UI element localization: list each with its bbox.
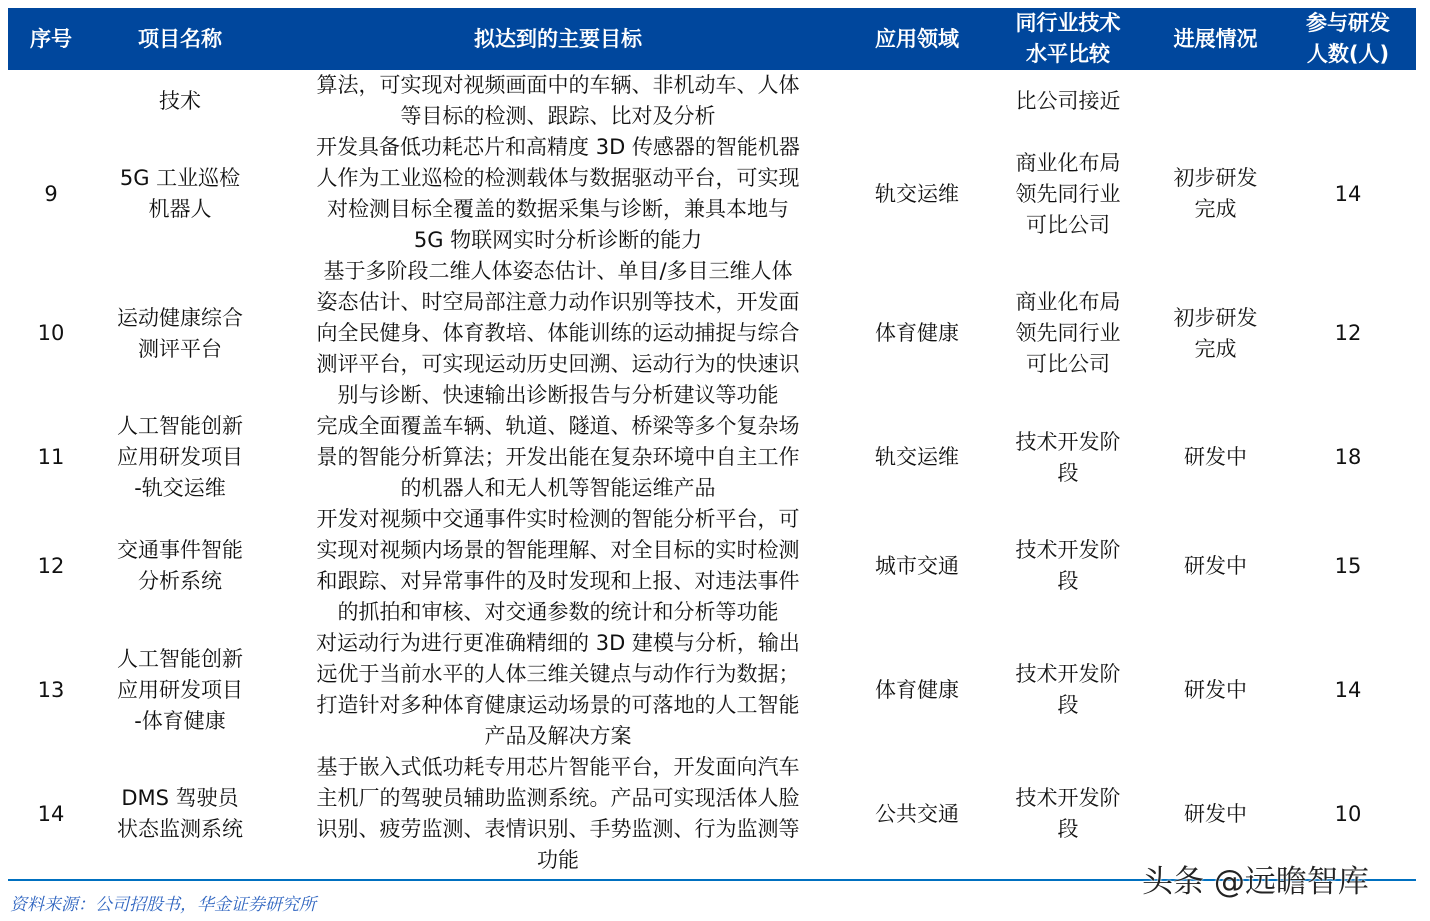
cell-progress: 研发中 <box>1184 553 1247 578</box>
cell-goal: 基于多阶段二维人体姿态估计、单目/多目三维人体 姿态估计、时空局部注意力动作识别等技术，开发面 向全民健身、体育教培、体能训练的运动捕捉与综合 测评平台，可实现运动历史回溯、运动行为的快速识 别与诊断、快速输出诊断报告与分析建议等功能 <box>316 259 800 407</box>
cell-name: DMS 驾驶员 状态监测系统 <box>117 786 243 841</box>
table-header <box>8 8 1416 70</box>
cell-people: 12 <box>1334 321 1362 345</box>
cell-goal: 算法，可实现对视频画面中的车辆、非机动车、人体 等目标的检测、跟踪、比对及分析 <box>316 73 800 128</box>
cell-seq: 14 <box>37 801 65 826</box>
cell-domain: 轨交运维 <box>875 181 959 206</box>
cell-goal: 开发对视频中交通事件实时检测的智能分析平台，可 实现对视频内场景的智能理解、对全目标的实时检测 和跟踪、对异常事件的及时发现和上报、对违法事件 的抓拍和审核、对交通参数的统计和分析等功能 <box>316 507 800 624</box>
cell-domain: 公共交通 <box>875 801 959 826</box>
cell-progress: 研发中 <box>1184 677 1247 702</box>
cell-goal: 开发具备低功耗芯片和高精度 3D 传感器的智能机器 人作为工业巡检的检测载体与数据驱动平台，可实现 对检测目标全覆盖的数据采集与诊断，兼具本地与 5G 物联网实时分析诊断的能力 <box>316 135 800 252</box>
cell-name: 人工智能创新 应用研发项目 -轨交运维 <box>117 414 243 500</box>
header-name: 项目名称 <box>138 26 222 51</box>
cell-people: 14 <box>1334 181 1362 206</box>
header-people: 参与研发 人数(人) <box>1306 11 1390 66</box>
cell-seq: 9 <box>44 181 58 206</box>
cell-people: 14 <box>1334 677 1362 702</box>
table-row <box>8 628 1416 752</box>
cell-people: 15 <box>1334 553 1362 578</box>
cell-compare: 商业化布局 领先同行业 可比公司 <box>1015 150 1121 237</box>
cell-goal: 对运动行为进行更准确精细的 3D 建模与分析，输出 远优于当前水平的人体三维关键点与动作行为数据； 打造针对多种体育健康运动场景的可落地的人工智能 产品及解决方案 <box>316 631 800 748</box>
cell-goal: 基于嵌入式低功耗专用芯片智能平台，开发面向汽车 主机厂的驾驶员辅助监测系统。产品可实现活体人脸 识别、疲劳监测、表情识别、手势监测、行为监测等 功能 <box>316 755 800 872</box>
cell-name: 技术 <box>159 88 201 113</box>
cell-progress: 研发中 <box>1184 445 1247 469</box>
cell-people <box>1283 70 1413 132</box>
header-compare: 同行业技术 水平比较 <box>1015 11 1121 66</box>
cell-seq <box>8 70 94 132</box>
cell-people: 10 <box>1334 801 1362 826</box>
header-domain: 应用领域 <box>875 26 959 51</box>
cell-seq: 13 <box>37 677 65 702</box>
cell-compare: 技术开发阶 段 <box>1015 538 1121 593</box>
header-progress: 进展情况 <box>1173 26 1258 51</box>
header-goal: 拟达到的主要目标 <box>474 26 642 51</box>
cell-name: 运动健康综合 测评平台 <box>117 305 243 361</box>
cell-compare: 比公司接近 <box>1015 88 1121 113</box>
cell-domain: 体育健康 <box>875 677 959 702</box>
cell-people: 18 <box>1334 445 1362 469</box>
cell-name: 5G 工业巡检 机器人 <box>119 166 241 221</box>
cell-compare: 技术开发阶 段 <box>1015 429 1121 485</box>
header-seq: 序号 <box>30 26 72 51</box>
cell-seq: 11 <box>37 445 65 469</box>
cell-seq: 10 <box>37 321 65 345</box>
cell-compare: 技术开发阶 段 <box>1015 786 1121 841</box>
cell-domain: 城市交通 <box>875 553 959 578</box>
table-row <box>8 70 1416 132</box>
cell-progress: 初步研发 完成 <box>1173 166 1258 221</box>
cell-seq: 12 <box>37 553 65 578</box>
cell-name: 人工智能创新 应用研发项目 -体育健康 <box>117 646 243 733</box>
table-row <box>8 411 1416 504</box>
cell-domain <box>856 70 978 132</box>
table-row <box>8 504 1416 628</box>
table-row <box>8 256 1416 411</box>
cell-compare: 商业化布局 领先同行业 可比公司 <box>1015 290 1121 376</box>
table-row <box>8 132 1416 256</box>
watermark: 头条 @远瞻智库 <box>1142 864 1369 900</box>
cell-progress: 初步研发 完成 <box>1173 305 1258 361</box>
cell-domain: 体育健康 <box>875 321 959 345</box>
cell-progress: 研发中 <box>1184 801 1247 826</box>
cell-goal: 完成全面覆盖车辆、轨道、隧道、桥梁等多个复杂场 景的智能分析算法；开发出能在复杂环境中自主工作 的机器人和无人机等智能运维产品 <box>316 414 800 500</box>
cell-domain: 轨交运维 <box>875 445 959 469</box>
cell-name: 交通事件智能 分析系统 <box>117 538 243 593</box>
source-note: 资料来源：公司招股书，华金证券研究所 <box>10 895 316 915</box>
cell-progress <box>1148 70 1283 132</box>
cell-compare: 技术开发阶 段 <box>1015 662 1121 717</box>
